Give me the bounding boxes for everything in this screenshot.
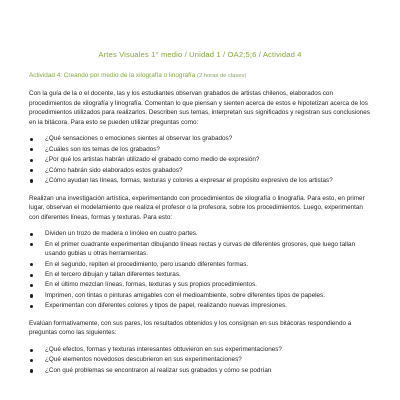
- list-item: ¿Con qué problemas se encontraron al realizar sus grabados y cómo se podrían: [29, 366, 374, 376]
- intro-paragraph: Con la guía de la o el docente, las y los estudiantes observan grabados de artistas chilenos, elaborados con procedimientos de xilografía y linografía. Comentan lo que piensan y sienten acerca de estos e hipotetizan acerca de los procedimientos utilizados para realizarlos. Describen sus temas, interpretan sus significados y registran sus conclusiones en la bitácora. Para esto se pueden utilizar preguntas como:: [29, 90, 370, 126]
- list-item: ¿Cómo habrán sido elaborados estos grabados?: [29, 166, 374, 176]
- list-item: ¿Qué elementos novedosos descubrieron en sus experimentaciones?: [29, 355, 374, 365]
- list-item: En el primer cuadrante experimentan dibujando líneas rectas y curvas de diferentes grosores, que luego tallan usando gubias u otras herramientas.: [29, 240, 374, 259]
- list-item: ¿Cuáles son los temas de los grabados?: [29, 145, 374, 155]
- list-item: Imprimen, con tintas o pinturas amigables con el medioambiente, sobre diferentes tipos de papeles.: [29, 291, 374, 301]
- investigation-paragraph: Realizan una investigación artística, experimentando con procedimientos de xilografía o linografía. Para esto, en primer lugar, observan el modelamiento que realiza el profesor o la profesora, sobre los procedimientos. Luego, experimentan con diferentes líneas, formas y texturas. Para esto:: [29, 194, 365, 221]
- activity-content: [29, 89, 374, 383]
- activity-time: (2 horas de clases): [197, 73, 247, 79]
- evaluation-questions-list: [29, 345, 374, 375]
- procedure-steps-list: [29, 229, 374, 311]
- list-item: En el último mezclan líneas, formas, texturas y sus propios procedimientos.: [29, 280, 374, 290]
- list-item: ¿Qué efectos, formas y texturas interesantes obtuvieron en sus experimentaciones?: [29, 345, 374, 355]
- document-header: Artes Visuales 1° medio / Unidad 1 / OA2;5;6 / Actividad 4: [98, 50, 302, 59]
- list-item: En el segundo, repiten el procedimiento, pero usando diferentes formas.: [29, 260, 374, 270]
- list-item: En el tercero dibujan y tallan diferentes texturas.: [29, 270, 374, 280]
- activity-title: Actividad 4: Creando por medio de la xilografía o linografía: [29, 72, 196, 79]
- list-item: ¿Por qué los artistas habrán utilizado el grabado como medio de expresión?: [29, 155, 374, 165]
- list-item: ¿Qué sensaciones o emociones sientes al observar los grabados?: [29, 134, 374, 144]
- list-item: Dividen un trozo de madera o linóleo en cuatro partes.: [29, 229, 374, 239]
- observation-questions-list: [29, 134, 374, 185]
- list-item: Experimentan con diferentes colores y tipos de papel, realizando nuevas impresiones.: [29, 301, 374, 311]
- activity-heading: [29, 72, 246, 79]
- list-item: ¿Cómo ayudan las líneas, formas, texturas y colores a expresar el propósito expresivo de los artistas?: [29, 176, 374, 186]
- evaluation-paragraph: Evalúan formativamente, con sus pares, los resultados obtenidos y los consignan en sus bitácoras respondiendo a preguntas como las siguientes:: [29, 319, 352, 337]
